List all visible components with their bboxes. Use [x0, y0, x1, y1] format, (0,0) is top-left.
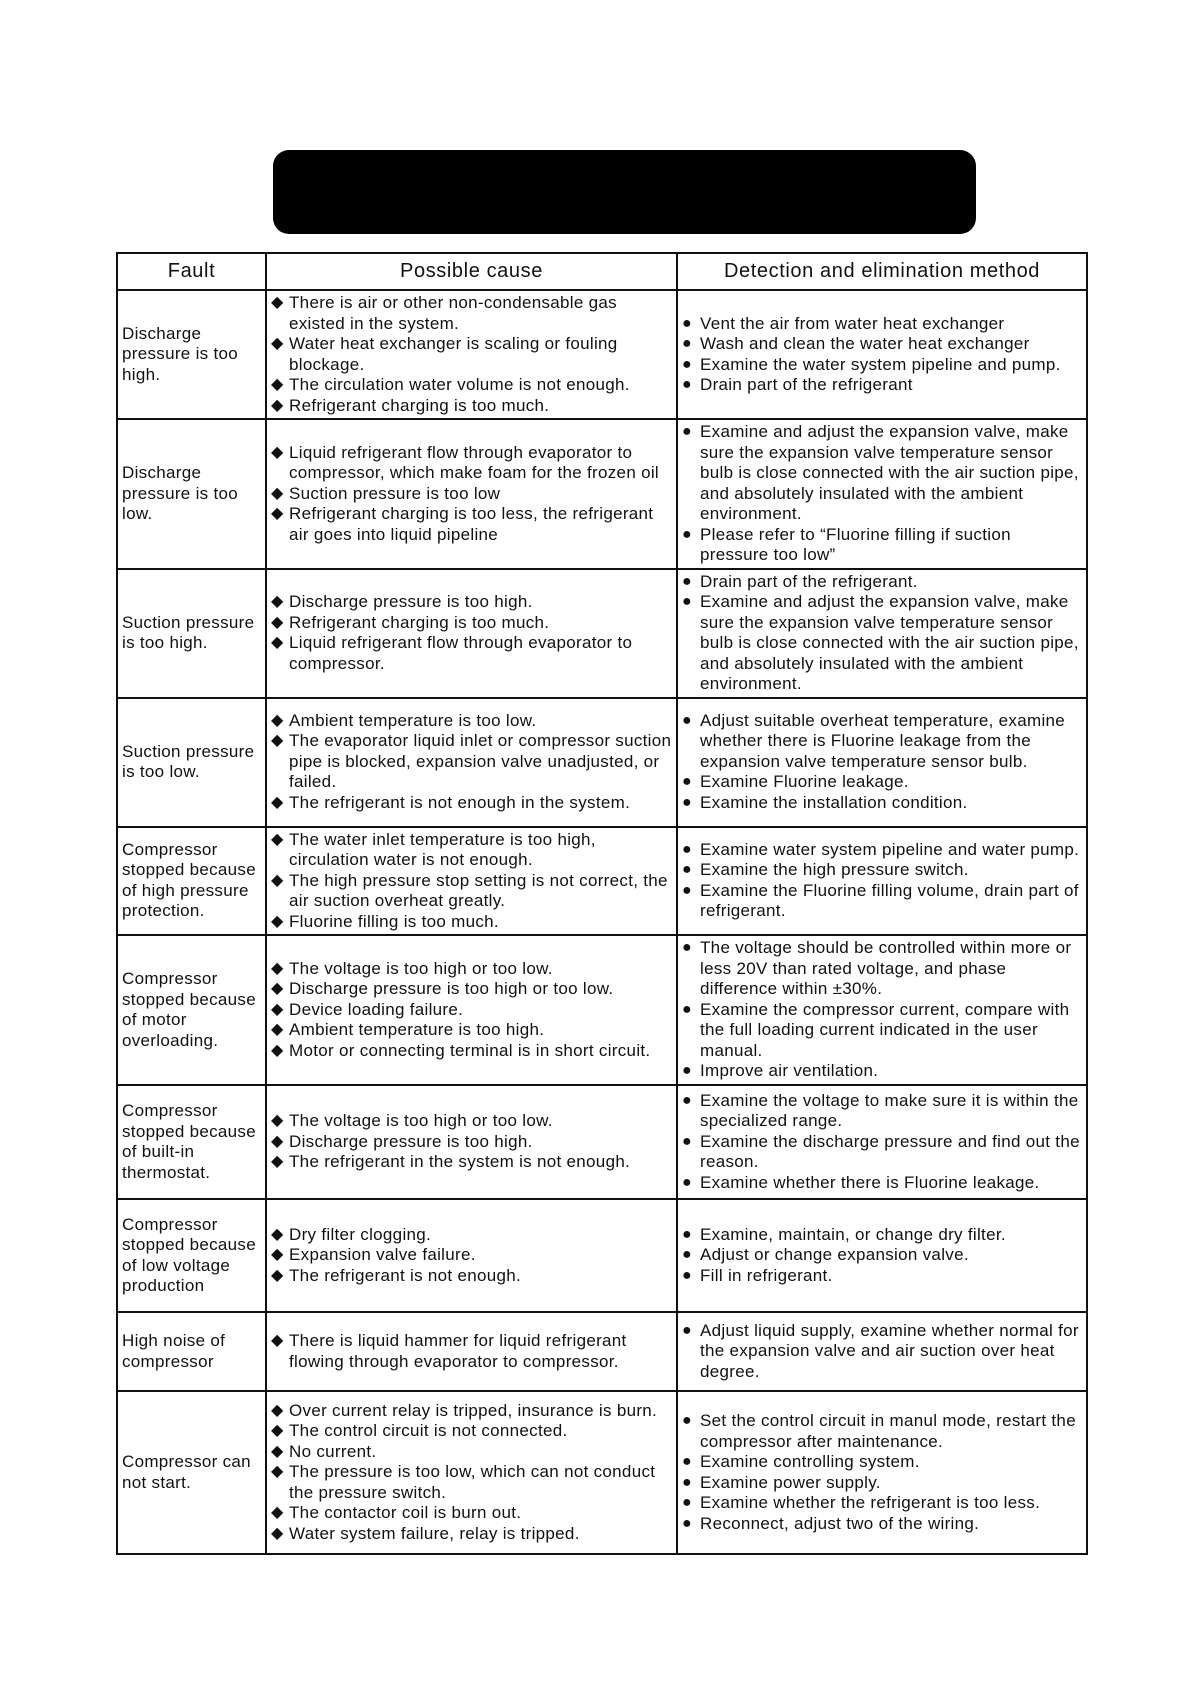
circle-bullet-icon: ● [682, 1062, 692, 1080]
method-item-text: Wash and clean the water heat exchanger [700, 334, 1030, 353]
fault-table-body [117, 290, 1087, 1554]
method-item [682, 355, 1082, 376]
cause-item [271, 1442, 672, 1463]
fault-cell: Compressor stopped because of high pressure protection. [117, 827, 266, 936]
method-item [682, 525, 1082, 566]
circle-bullet-icon: ● [682, 711, 692, 729]
diamond-bullet-icon: ◆ [271, 1112, 284, 1130]
cause-item [271, 830, 672, 871]
table-row [117, 935, 1087, 1085]
table-row [117, 1085, 1087, 1199]
method-item-text: Examine power supply. [700, 1472, 881, 1492]
diamond-bullet-icon: ◆ [271, 1041, 284, 1059]
diamond-bullet-icon: ◆ [271, 1524, 284, 1542]
method-item-text: The voltage should be controlled within more or less 20V than rated voltage, and phase difference within ±30%. [700, 938, 1072, 999]
circle-bullet-icon: ● [682, 335, 692, 352]
diamond-bullet-icon: ◆ [271, 396, 284, 414]
diamond-bullet-icon: ◆ [271, 1225, 284, 1243]
cause-item [271, 793, 672, 814]
cause-item-text: Over current relay is tripped, insurance is burn. [289, 1400, 658, 1420]
cause-item-text: Refrigerant charging is too much. [289, 612, 550, 632]
cause-item [271, 375, 672, 396]
circle-bullet-icon: ● [682, 773, 692, 791]
method-item [682, 1493, 1082, 1514]
method-item [682, 334, 1082, 355]
fault-cell: Suction pressure is too low. [117, 698, 266, 827]
cause-item-text: Refrigerant charging is too less, the refrigerant air goes into liquid pipeline [289, 504, 654, 544]
cause-item-text: No current. [289, 1441, 377, 1461]
method-item [682, 938, 1082, 1000]
cause-cell [266, 290, 677, 419]
method-item-text: Fill in refrigerant. [700, 1265, 833, 1285]
cause-item-text: There is air or other non-condensable gas existed in the system. [289, 293, 617, 333]
cause-item-text: Fluorine filling is too much. [289, 911, 499, 931]
method-item [682, 1514, 1082, 1535]
diamond-bullet-icon: ◆ [271, 294, 284, 311]
table-row [117, 1199, 1087, 1312]
circle-bullet-icon: ● [682, 881, 692, 899]
method-item [682, 772, 1082, 793]
circle-bullet-icon: ● [682, 314, 692, 332]
circle-bullet-icon: ● [682, 793, 692, 811]
circle-bullet-icon: ● [682, 1173, 692, 1191]
diamond-bullet-icon: ◆ [271, 1000, 284, 1018]
table-row [117, 698, 1087, 827]
cause-item-text: Refrigerant charging is too much. [289, 395, 550, 415]
fault-cell: Discharge pressure is too high. [117, 290, 266, 419]
header-fault: Fault [117, 253, 266, 290]
circle-bullet-icon: ● [682, 1225, 692, 1243]
method-item-text: Adjust suitable overheat temperature, examine whether there is Fluorine leakage from the expansion valve temperature sensor bulb. [700, 710, 1066, 771]
cause-item [271, 484, 672, 505]
method-item [682, 314, 1082, 335]
diamond-bullet-icon: ◆ [271, 1153, 284, 1171]
cause-item-text: Water heat exchanger is scaling or fouling blockage. [289, 334, 618, 374]
cause-item [271, 731, 672, 793]
diamond-bullet-icon: ◆ [271, 1463, 284, 1481]
diamond-bullet-icon: ◆ [271, 830, 284, 848]
method-cell [677, 698, 1087, 827]
fault-cell: High noise of compressor [117, 1312, 266, 1391]
method-item-text: Drain part of the refrigerant [700, 375, 913, 394]
method-item [682, 1091, 1082, 1132]
fault-cell: Suction pressure is too high. [117, 569, 266, 698]
cause-item [271, 1132, 672, 1153]
method-item-text: Examine the voltage to make sure it is within the specialized range. [700, 1090, 1079, 1131]
cause-item-text: The voltage is too high or too low. [289, 958, 553, 978]
cause-item [271, 959, 672, 980]
method-item [682, 860, 1082, 881]
diamond-bullet-icon: ◆ [271, 711, 284, 729]
method-item-text: Examine and adjust the expansion valve, make sure the expansion valve temperature sensor bulb is close connected with the air suction pipe, and absolutely insulated with the ambient environment. [700, 422, 1079, 523]
method-item-text: Examine and adjust the expansion valve, make sure the expansion valve temperature sensor bulb is close connected with the air suction pipe, and absolutely insulated with the ambient environment. [700, 592, 1079, 693]
method-item [682, 1173, 1082, 1194]
method-cell [677, 290, 1087, 419]
cause-item-text: Discharge pressure is too high. [289, 1131, 533, 1151]
table-row [117, 1391, 1087, 1554]
cause-item [271, 1421, 672, 1442]
cause-cell [266, 419, 677, 569]
method-item-text: Examine the Fluorine filling volume, drain part of refrigerant. [700, 880, 1079, 921]
method-item [682, 793, 1082, 814]
method-cell [677, 1391, 1087, 1554]
circle-bullet-icon: ● [682, 525, 692, 543]
method-item-text: Examine whether there is Fluorine leakage. [700, 1172, 1040, 1192]
cause-item-text: Water system failure, relay is tripped. [289, 1523, 580, 1543]
cause-item-text: Dry filter clogging. [289, 1224, 432, 1244]
method-cell [677, 1085, 1087, 1199]
cause-item [271, 1401, 672, 1422]
diamond-bullet-icon: ◆ [271, 1422, 284, 1440]
circle-bullet-icon: ● [682, 1246, 692, 1264]
circle-bullet-icon: ● [682, 1514, 692, 1532]
cause-item-text: The refrigerant is not enough. [289, 1265, 522, 1285]
circle-bullet-icon: ● [682, 861, 692, 879]
cause-cell [266, 1391, 677, 1554]
cause-item-text: The evaporator liquid inlet or compressor suction pipe is blocked, expansion valve unadjusted, or failed. [289, 731, 672, 792]
cause-item-text: Liquid refrigerant flow through evaporator to compressor. [289, 633, 633, 673]
diamond-bullet-icon: ◆ [271, 613, 284, 631]
diamond-bullet-icon: ◆ [271, 505, 284, 522]
cause-cell [266, 698, 677, 827]
cause-cell [266, 569, 677, 698]
diamond-bullet-icon: ◆ [271, 793, 284, 811]
method-item-text: Examine the compressor current, compare with the full loading current indicated in the user manual. [700, 999, 1070, 1060]
cause-item-text: There is liquid hammer for liquid refrigerant flowing through evaporator to compressor. [289, 1331, 627, 1371]
method-item-text: Adjust or change expansion valve. [700, 1245, 969, 1265]
circle-bullet-icon: ● [682, 1473, 692, 1491]
method-item [682, 1473, 1082, 1494]
method-item-text: Adjust liquid supply, examine whether normal for the expansion valve and air suction over heat degree. [700, 1320, 1079, 1381]
cause-item-text: Discharge pressure is too high or too low. [289, 979, 614, 999]
cause-item [271, 1020, 672, 1041]
fault-cell: Compressor stopped because of motor overloading. [117, 935, 266, 1085]
method-item [682, 881, 1082, 922]
method-cell [677, 569, 1087, 698]
diamond-bullet-icon: ◆ [271, 732, 284, 750]
cause-item [271, 1331, 672, 1372]
circle-bullet-icon: ● [682, 572, 692, 590]
fault-cell: Compressor can not start. [117, 1391, 266, 1554]
cause-cell [266, 1312, 677, 1391]
cause-item [271, 1000, 672, 1021]
method-cell [677, 1312, 1087, 1391]
cause-item [271, 633, 672, 674]
circle-bullet-icon: ● [682, 1453, 692, 1470]
cause-item-text: Liquid refrigerant flow through evaporator to compressor, which make foam for the frozen oil [289, 442, 660, 482]
circle-bullet-icon: ● [682, 939, 692, 957]
cause-item [271, 1503, 672, 1524]
fault-cell: Compressor stopped because of built-in thermostat. [117, 1085, 266, 1199]
circle-bullet-icon: ● [682, 1091, 692, 1109]
diamond-bullet-icon: ◆ [271, 980, 284, 998]
circle-bullet-icon: ● [682, 1321, 692, 1339]
method-item-text: Examine Fluorine leakage. [700, 772, 909, 792]
circle-bullet-icon: ● [682, 1494, 692, 1511]
cause-item-text: Device loading failure. [289, 999, 464, 1019]
cause-item-text: Motor or connecting terminal is in short circuit. [289, 1040, 651, 1060]
diamond-bullet-icon: ◆ [271, 335, 284, 352]
method-item [682, 1452, 1082, 1473]
table-header-row [117, 253, 1087, 290]
method-item [682, 840, 1082, 861]
fault-table [116, 252, 1088, 1555]
method-item [682, 422, 1082, 525]
cause-cell [266, 1199, 677, 1312]
diamond-bullet-icon: ◆ [271, 484, 284, 502]
method-item [682, 1245, 1082, 1266]
circle-bullet-icon: ● [682, 355, 692, 373]
cause-item [271, 1266, 672, 1287]
cause-item [271, 334, 672, 375]
cause-item [271, 504, 672, 545]
cause-item-text: The refrigerant is not enough in the system. [289, 792, 631, 812]
cause-cell [266, 935, 677, 1085]
cause-item [271, 871, 672, 912]
method-item [682, 711, 1082, 773]
cause-cell [266, 827, 677, 936]
method-item-text: Examine controlling system. [700, 1452, 920, 1471]
table-row [117, 290, 1087, 419]
cause-item-text: The circulation water volume is not enough. [289, 375, 630, 394]
circle-bullet-icon: ● [682, 376, 692, 393]
method-item-text: Please refer to “Fluorine filling if suction pressure too low” [700, 524, 1011, 564]
method-item-text: Examine whether the refrigerant is too less. [700, 1493, 1041, 1512]
cause-item-text: The water inlet temperature is too high, circulation water is not enough. [289, 829, 596, 869]
diamond-bullet-icon: ◆ [271, 376, 284, 393]
cause-item [271, 1245, 672, 1266]
diamond-bullet-icon: ◆ [271, 1021, 284, 1039]
circle-bullet-icon: ● [682, 1412, 692, 1429]
method-item [682, 375, 1082, 396]
method-item-text: Examine water system pipeline and water pump. [700, 839, 1080, 859]
method-item-text: Examine the high pressure switch. [700, 860, 969, 880]
cause-item-text: The refrigerant in the system is not enough. [289, 1152, 631, 1172]
method-item [682, 572, 1082, 593]
circle-bullet-icon: ● [682, 1132, 692, 1150]
method-cell [677, 827, 1087, 936]
cause-item [271, 1225, 672, 1246]
circle-bullet-icon: ● [682, 593, 692, 610]
title-bar [273, 150, 976, 234]
cause-item-text: Expansion valve failure. [289, 1245, 476, 1265]
cause-item [271, 1462, 672, 1503]
method-cell [677, 419, 1087, 569]
cause-item-text: The pressure is too low, which can not conduct the pressure switch. [289, 1462, 656, 1502]
cause-item [271, 1152, 672, 1173]
table-row [117, 1312, 1087, 1391]
header-detection-method: Detection and elimination method [677, 253, 1087, 290]
cause-item-text: Discharge pressure is too high. [289, 592, 533, 611]
method-item [682, 592, 1082, 695]
method-item [682, 1266, 1082, 1287]
cause-item [271, 912, 672, 933]
method-item [682, 1225, 1082, 1246]
cause-item-text: The control circuit is not connected. [289, 1421, 568, 1441]
method-item [682, 1000, 1082, 1062]
cause-cell [266, 1085, 677, 1199]
method-cell [677, 935, 1087, 1085]
cause-item [271, 396, 672, 417]
diamond-bullet-icon: ◆ [271, 1401, 284, 1419]
diamond-bullet-icon: ◆ [271, 871, 284, 889]
method-item [682, 1411, 1082, 1452]
circle-bullet-icon: ● [682, 423, 692, 440]
method-item [682, 1321, 1082, 1383]
diamond-bullet-icon: ◆ [271, 443, 284, 461]
circle-bullet-icon: ● [682, 1000, 692, 1018]
method-item [682, 1132, 1082, 1173]
diamond-bullet-icon: ◆ [271, 1266, 284, 1284]
fault-cell: Compressor stopped because of low voltage production [117, 1199, 266, 1312]
table-row [117, 827, 1087, 936]
cause-item [271, 613, 672, 634]
method-item-text: Drain part of the refrigerant. [700, 571, 918, 591]
method-cell [677, 1199, 1087, 1312]
cause-item-text: Ambient temperature is too low. [289, 710, 537, 730]
cause-item-text: Suction pressure is too low [289, 483, 501, 503]
method-item-text: Examine, maintain, or change dry filter. [700, 1224, 1006, 1244]
cause-item [271, 293, 672, 334]
cause-item [271, 711, 672, 732]
method-item-text: Improve air ventilation. [700, 1061, 879, 1081]
cause-item-text: Ambient temperature is too high. [289, 1020, 545, 1040]
cause-item [271, 979, 672, 1000]
method-item-text: Vent the air from water heat exchanger [700, 313, 1005, 333]
table-row [117, 419, 1087, 569]
method-item-text: Examine the water system pipeline and pump. [700, 354, 1061, 374]
method-item [682, 1061, 1082, 1082]
cause-item-text: The voltage is too high or too low. [289, 1111, 553, 1131]
cause-item [271, 592, 672, 613]
cause-item [271, 1041, 672, 1062]
diamond-bullet-icon: ◆ [271, 1246, 284, 1264]
cause-item-text: The high pressure stop setting is not correct, the air suction overheat greatly. [289, 870, 668, 910]
header-possible-cause: Possible cause [266, 253, 677, 290]
circle-bullet-icon: ● [682, 1266, 692, 1284]
method-item-text: Set the control circuit in manul mode, restart the compressor after maintenance. [700, 1411, 1076, 1451]
diamond-bullet-icon: ◆ [271, 634, 284, 651]
diamond-bullet-icon: ◆ [271, 1332, 284, 1349]
diamond-bullet-icon: ◆ [271, 1132, 284, 1150]
fault-cell: Discharge pressure is too low. [117, 419, 266, 569]
diamond-bullet-icon: ◆ [271, 959, 284, 977]
diamond-bullet-icon: ◆ [271, 1442, 284, 1460]
circle-bullet-icon: ● [682, 840, 692, 858]
method-item-text: Examine the installation condition. [700, 792, 968, 812]
cause-item [271, 443, 672, 484]
method-item-text: Examine the discharge pressure and find out the reason. [700, 1131, 1080, 1172]
cause-item [271, 1111, 672, 1132]
table-row [117, 569, 1087, 698]
diamond-bullet-icon: ◆ [271, 1504, 284, 1522]
diamond-bullet-icon: ◆ [271, 912, 284, 930]
cause-item [271, 1524, 672, 1545]
diamond-bullet-icon: ◆ [271, 593, 284, 610]
method-item-text: Reconnect, adjust two of the wiring. [700, 1513, 980, 1533]
cause-item-text: The contactor coil is burn out. [289, 1503, 522, 1523]
